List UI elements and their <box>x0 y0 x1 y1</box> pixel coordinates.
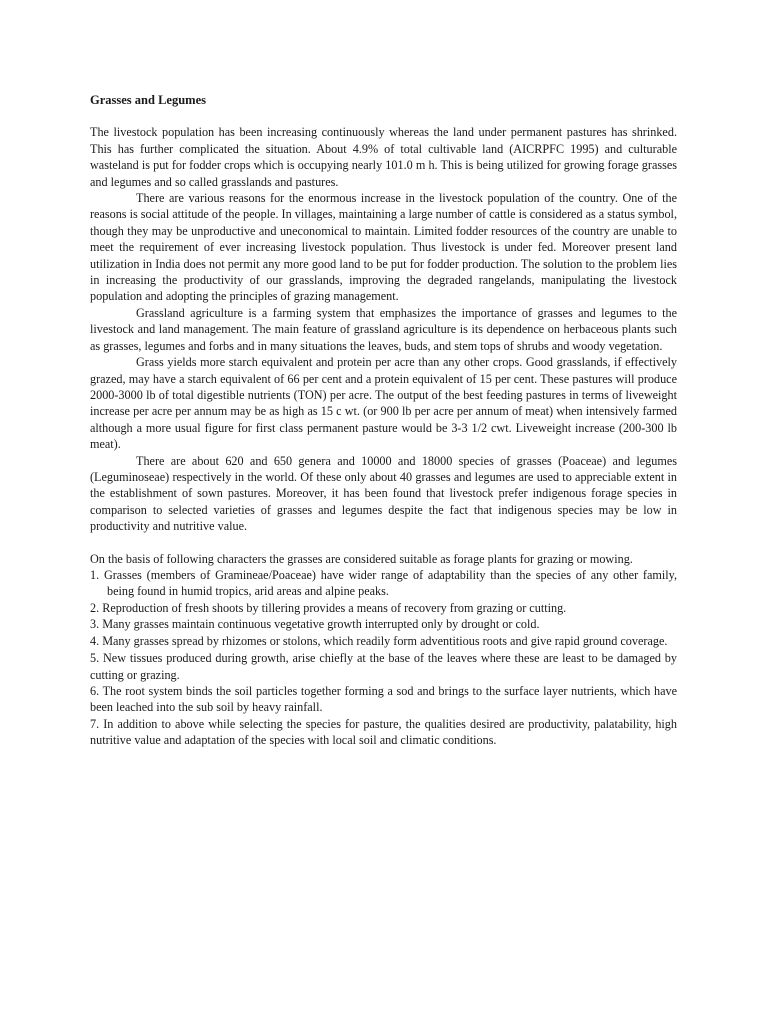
document-title: Grasses and Legumes <box>90 93 206 107</box>
paragraph-grassland-agriculture: Grassland agriculture is a farming system that emphasizes the importance of grasses and legumes to the livestock and land management. The main feature of grassland agriculture is its dependence on herbaceous plants such as grasses, legumes and forbs and in many situations the leaves, buds, and stem tops of shrubs and woody vegetation. <box>90 305 677 353</box>
paragraph-genera-species: There are about 620 and 650 genera and 10000 and 18000 species of grasses (Poaceae) and legumes (Leguminoseae) respectively in the world. Of these only about 40 grasses and legumes are used to appreciable extent in the establishment of sown pastures. Moreover, it has been found that livestock prefer indigenous forage species in comparison to selected varieties of grasses and legumes despite the fact that indigenous species may be low in productivity and nutritive value. <box>90 453 677 534</box>
paragraph-spacer <box>90 535 677 551</box>
paragraph-grass-yields: Grass yields more starch equivalent and protein per acre than any other crops. Good grasslands, if effectively grazed, may have a starch equivalent of 66 per cent and a protein equivalent of 15 per cent. These pastures will produce 2000-3000 lb of total digestible nutrients (TON) per acre. The output of the best feeding pastures in terms of liveweight increase per acre per annum may be as high as 15 c wt. (or 900 lb per acre per annum of meat) when intensively farmed although a more usual figure for first class permanent pasture would be 3-3 1/2 cwt. Liveweight increase (200-300 lb meat). <box>90 355 677 452</box>
list-intro: On the basis of following characters the grasses are considered suitable as forage plants for grazing or mowing. <box>90 551 633 566</box>
paragraph-intro: The livestock population has been increasing continuously whereas the land under permanent pastures has shrinked. This has further complicated the situation. About 4.9% of total cultivable land (AICRPFC 1995) and culturable wasteland is put for fodder crops which is occupying nearly 101.0 m h. This is being utilized for growing forage grasses and legumes and so called grasslands and pastures. <box>90 125 677 189</box>
list-item-7: 7. In addition to above while selecting the species for pasture, the qualities desired are productivity, palatability, high nutritive value and adaptation of the species with local soil and climatic conditions. <box>90 716 677 748</box>
list-item-3: 3. Many grasses maintain continuous vegetative growth interrupted only by drought or cold. <box>90 617 540 632</box>
list-item-5: 5. New tissues produced during growth, arise chiefly at the base of the leaves where these are least to be damaged by cutting or grazing. <box>90 651 677 682</box>
list-item-2: 2. Reproduction of fresh shoots by tillering provides a means of recovery from grazing or cutting. <box>90 600 567 615</box>
list-item-4: 4. Many grasses spread by rhizomes or stolons, which readily form adventitious roots and give rapid ground coverage. <box>90 633 668 648</box>
document-page <box>90 92 677 749</box>
paragraph-reasons: There are various reasons for the enormous increase in the livestock population of the country. One of the reasons is social attitude of the people. In villages, maintaining a large number of cattle is considered as a status symbol, though they may be unproductive and uneconomical to maintain. Limited fodder resources of the country are unable to meet the requirement of ever increasing livestock population. Thus livestock is under fed. Moreover present land utilization in India does not permit any more good land to be put for fodder production. The solution to the problem lies in increasing the productivity of our grasslands, improving the degraded rangelands, manipulating the livestock population and adopting the principles of grazing management. <box>90 191 677 304</box>
list-item-1: 1. Grasses (members of Gramineae/Poaceae) have wider range of adaptability than the species of any other family, being found in humid tropics, arid areas and alpine peaks. <box>90 567 677 599</box>
list-item-6: 6. The root system binds the soil particles together forming a sod and brings to the surface layer nutrients, which have been leached into the sub soil by heavy rainfall. <box>90 683 677 715</box>
